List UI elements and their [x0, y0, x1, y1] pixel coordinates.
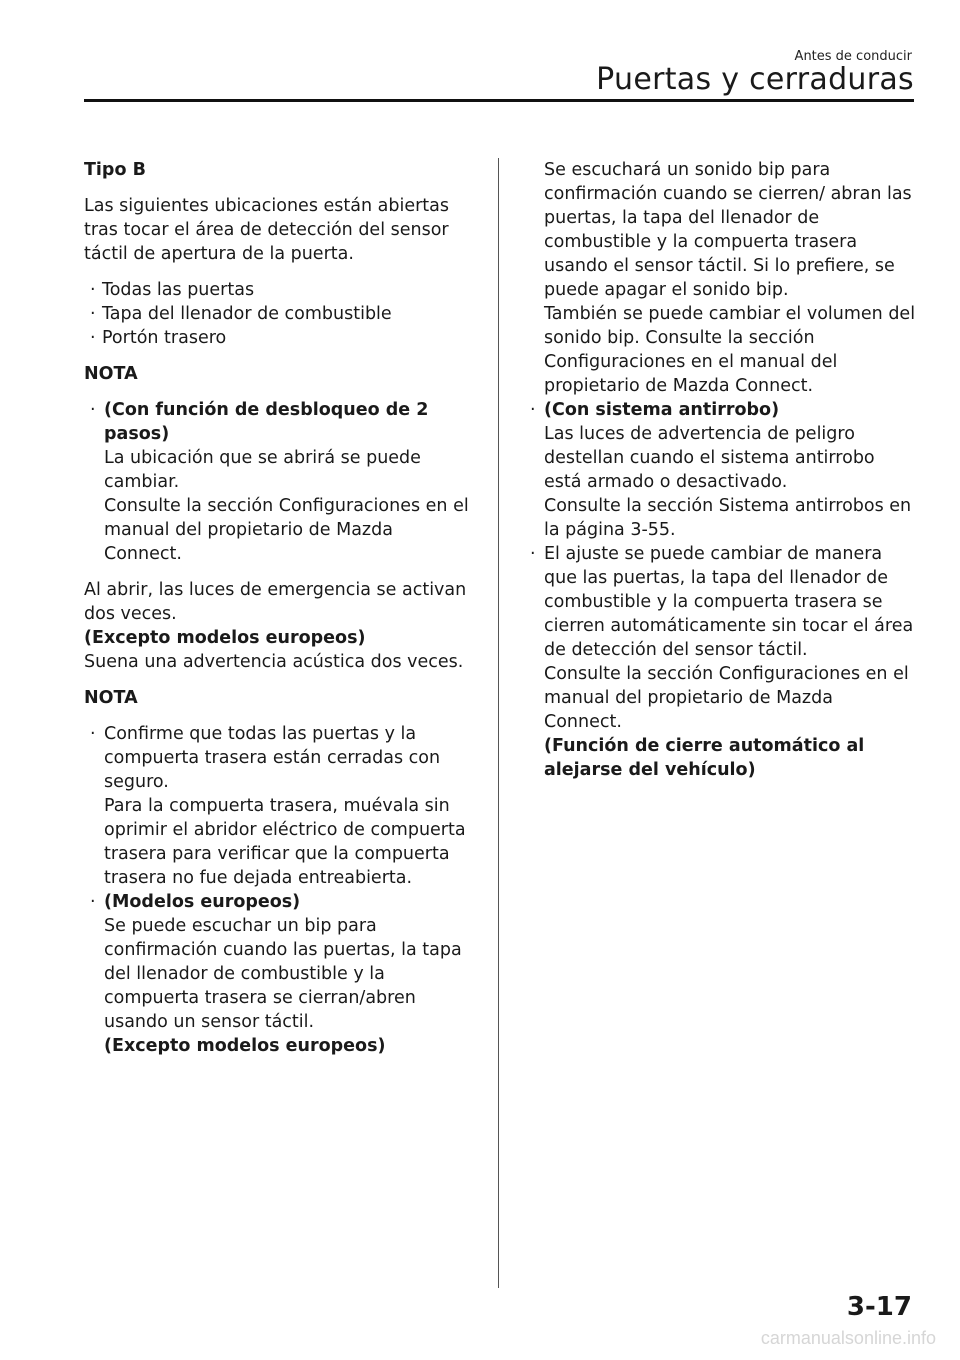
- note-text: Consulte la sección Sistema antirrobos en la página 3-55.: [544, 496, 912, 540]
- header-rule: [84, 99, 914, 102]
- bullet-icon: ·: [90, 328, 96, 348]
- hazard-text: Al abrir, las luces de emergencia se activan dos veces.: [84, 580, 467, 624]
- note-text: También se puede cambiar el volumen del sonido bip. Consulte la sección Configuraciones en el manual del propietario de Mazda Connect.: [544, 304, 916, 396]
- bullet-icon: ·: [90, 280, 96, 300]
- note-text: Se escuchará un sonido bip para confirmación cuando se cierren/ abran las puertas, la tapa del llenador de combustible y la compuerta trasera usando el sensor táctil. Si lo prefiere, se puede apagar el sonido bip.: [544, 160, 912, 300]
- page-title: Puertas y cerraduras: [596, 62, 914, 97]
- note-text: El ajuste se puede cambiar de manera que las puertas, la tapa del llenador de combustible y la compuerta trasera se cierren automáticamente sin tocar el área de detección del sensor táctil.: [544, 544, 914, 660]
- hazard-paragraph: [84, 578, 476, 674]
- note-text: Las luces de advertencia de peligro destellan cuando el sistema antirrobo está armado o desactivado.: [544, 424, 875, 492]
- section-label: Antes de conducir: [794, 49, 912, 64]
- locations-list: [84, 278, 476, 350]
- note-condition: (Función de cierre automático al alejarse del vehículo): [544, 736, 865, 780]
- subsection-heading: Tipo B: [84, 160, 146, 180]
- note-text: La ubicación que se abrirá se puede cambiar.: [104, 448, 421, 492]
- note-text: Consulte la sección Configuraciones en el manual del propietario de Mazda Connect.: [544, 664, 909, 732]
- note-list: [84, 722, 476, 1058]
- bullet-icon: ·: [90, 304, 96, 324]
- note-list-continued: [524, 158, 916, 782]
- bullet-icon: ·: [530, 400, 536, 420]
- note-item: [84, 398, 476, 566]
- right-column: [524, 158, 916, 794]
- note-text: Consulte la sección Configuraciones en el manual del propietario de Mazda Connect.: [104, 496, 469, 564]
- list-item: · Todas las puertas: [90, 280, 255, 300]
- note-item: [524, 158, 916, 398]
- bullet-icon: ·: [90, 724, 96, 744]
- column-divider: [498, 158, 499, 1288]
- note-condition: (Con función de desbloqueo de 2 pasos): [104, 400, 429, 444]
- page-number: 3-17: [846, 1292, 912, 1322]
- note-text: Para la compuerta trasera, muévala sin oprimir el abridor eléctrico de compuerta trasera para verificar que la compuerta trasera no fue dejada entreabierta.: [104, 796, 466, 888]
- list-item: · Tapa del llenador de combustible: [90, 304, 392, 324]
- beep-text: Suena una advertencia acústica dos veces.: [84, 652, 464, 672]
- note-label: NOTA: [84, 364, 138, 384]
- note-list: [84, 398, 476, 566]
- bullet-icon: ·: [530, 544, 536, 564]
- note-condition: (Con sistema antirrobo): [544, 400, 780, 420]
- note-item: [84, 722, 476, 890]
- note-label: NOTA: [84, 688, 138, 708]
- condition-label: (Excepto modelos europeos): [84, 628, 366, 648]
- note-condition: (Excepto modelos europeos): [104, 1036, 386, 1056]
- left-column: [84, 158, 476, 1070]
- note-text: Confirme que todas las puertas y la compuerta trasera están cerradas con seguro.: [104, 724, 441, 792]
- note-text: Se puede escuchar un bip para confirmación cuando las puertas, la tapa del llenador de combustible y la compuerta trasera se cierran/abren usando un sensor táctil.: [104, 916, 462, 1032]
- note-item: [84, 890, 476, 1058]
- bullet-icon: ·: [90, 400, 96, 420]
- note-item: [524, 398, 916, 542]
- note-condition: (Modelos europeos): [104, 892, 301, 912]
- list-item: · Portón trasero: [90, 328, 227, 348]
- intro-paragraph: Las siguientes ubicaciones están abiertas tras tocar el área de detección del sensor táctil de apertura de la puerta.: [84, 196, 449, 264]
- bullet-icon: ·: [90, 892, 96, 912]
- note-item: [524, 542, 916, 782]
- watermark: carmanualsonline.info: [760, 1328, 936, 1348]
